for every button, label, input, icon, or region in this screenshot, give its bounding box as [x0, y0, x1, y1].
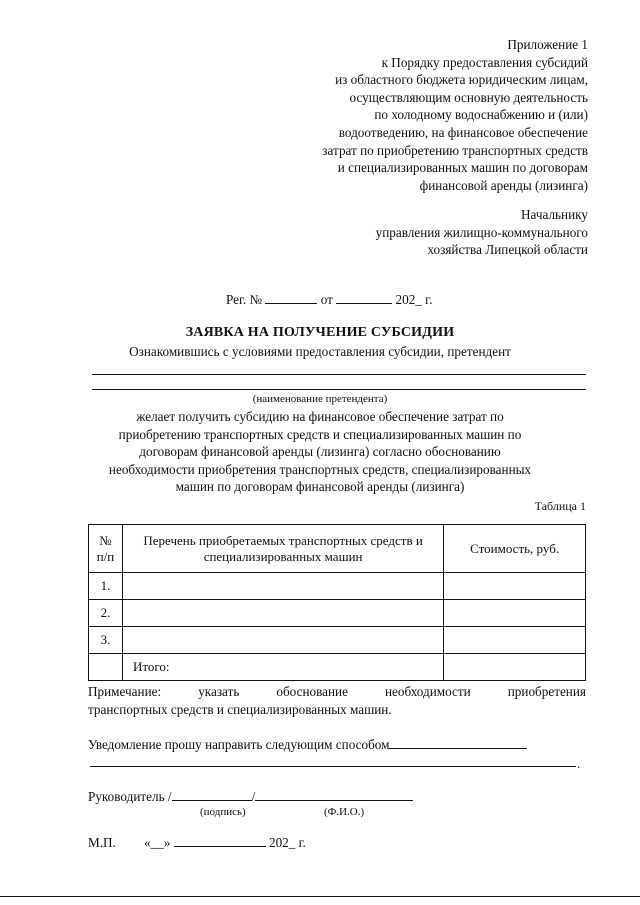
signature-label: Руководитель /	[88, 789, 172, 804]
notify-method-line[interactable]	[90, 766, 576, 767]
date-day: «__»	[144, 835, 171, 850]
row-list-cell[interactable]	[122, 600, 443, 627]
notify-end: .	[577, 756, 581, 771]
appendix-line: водоотведению, на финансовое обеспечение	[338, 124, 588, 140]
note-word: приобретения	[507, 684, 586, 699]
appendix-line: по холодному водоснабжению и (или)	[374, 107, 588, 123]
row-num: 3.	[89, 627, 123, 654]
row-list-cell[interactable]	[122, 627, 443, 654]
appendix-line: и специализированных машин по договорам	[337, 160, 588, 176]
header-cost: Стоимость, руб.	[444, 525, 586, 573]
table-row	[89, 600, 586, 627]
table-header-row	[89, 525, 586, 573]
row-cost-cell[interactable]	[444, 627, 586, 654]
body-line: желает получить субсидию на финансовое обеспечение затрат по	[136, 409, 504, 424]
appendix-line: Приложение 1	[507, 37, 588, 52]
row-num: 1.	[89, 573, 123, 600]
fio-field[interactable]	[255, 800, 413, 801]
reg-from-label: от	[320, 292, 333, 307]
table-caption: Таблица 1	[534, 499, 586, 513]
total-label: Итого:	[122, 654, 443, 681]
notify-method-field[interactable]	[389, 748, 527, 749]
reg-date-field[interactable]	[336, 303, 392, 304]
page-title: ЗАЯВКА НА ПОЛУЧЕНИЕ СУБСИДИИ	[185, 325, 455, 340]
header-num: № п/п	[89, 525, 123, 573]
table-row	[89, 573, 586, 600]
body-line: необходимости приобретения транспортных средств, специализированных	[108, 461, 532, 477]
applicant-line-1[interactable]	[92, 374, 586, 375]
applicant-caption: (наименование претендента)	[252, 393, 388, 405]
body-line: приобретению транспортных средств и специализированных машин по	[118, 426, 522, 442]
total-cost-cell[interactable]	[444, 654, 586, 681]
note-word: обоснование	[276, 684, 348, 699]
date-year: 202_ г.	[268, 835, 306, 850]
reg-year: 202_ г.	[395, 292, 433, 307]
addressee-line: хозяйства Липецкой области	[427, 242, 588, 258]
notify-line	[88, 737, 527, 753]
appendix-line: затрат по приобретению транспортных средств	[322, 142, 588, 158]
appendix-line: из областного бюджета юридическим лицам,	[335, 72, 588, 88]
addressee-block	[376, 206, 588, 259]
appendix-block	[322, 36, 588, 194]
reg-line	[226, 292, 432, 308]
appendix-line: к Порядку предоставления субсидий	[381, 54, 588, 70]
header-list: Перечень приобретаемых транспортных средств и специализированных машин	[122, 525, 443, 573]
notify-text: Уведомление прошу направить следующим способом	[88, 737, 390, 752]
body-line: машин по договорам финансовой аренды (лизинга)	[175, 479, 465, 495]
stamp-date-line	[144, 835, 306, 851]
body-text	[0, 408, 640, 496]
signature-slash: /	[251, 789, 256, 804]
signature-line	[88, 789, 413, 805]
applicant-line-2[interactable]	[92, 389, 586, 390]
addressee-line: управления жилищно-коммунального	[375, 224, 588, 240]
reg-label: Рег. №	[226, 292, 263, 307]
row-num	[89, 654, 123, 681]
note-word: Примечание:	[88, 684, 162, 699]
row-cost-cell[interactable]	[444, 600, 586, 627]
date-month-field[interactable]	[174, 846, 266, 847]
appendix-line: осуществляющим основную деятельность	[349, 89, 588, 105]
note-line-1	[88, 684, 586, 700]
items-table	[88, 524, 586, 681]
reg-number-field[interactable]	[265, 303, 317, 304]
body-line: договорам финансовой аренды (лизинга) согласно обоснованию	[139, 444, 501, 460]
note-word: необходимости	[384, 684, 471, 699]
fio-caption: (Ф.И.О.)	[324, 806, 365, 818]
table-row	[89, 627, 586, 654]
signature-field[interactable]	[172, 800, 252, 801]
addressee-line: Начальнику	[521, 207, 588, 222]
note-word: указать	[198, 684, 240, 699]
row-cost-cell[interactable]	[444, 573, 586, 600]
note-line-2: транспортных средств и специализированных машин.	[88, 702, 392, 717]
row-list-cell[interactable]	[122, 573, 443, 600]
page-bottom-divider	[0, 896, 640, 897]
intro-text: Ознакомившись с условиями предоставления субсидии, претендент	[129, 344, 511, 359]
stamp-mp: М.П.	[88, 835, 116, 850]
table-total-row	[89, 654, 586, 681]
appendix-line: финансовой аренды (лизинга)	[419, 177, 588, 193]
row-num: 2.	[89, 600, 123, 627]
signature-caption: (подпись)	[200, 806, 246, 818]
